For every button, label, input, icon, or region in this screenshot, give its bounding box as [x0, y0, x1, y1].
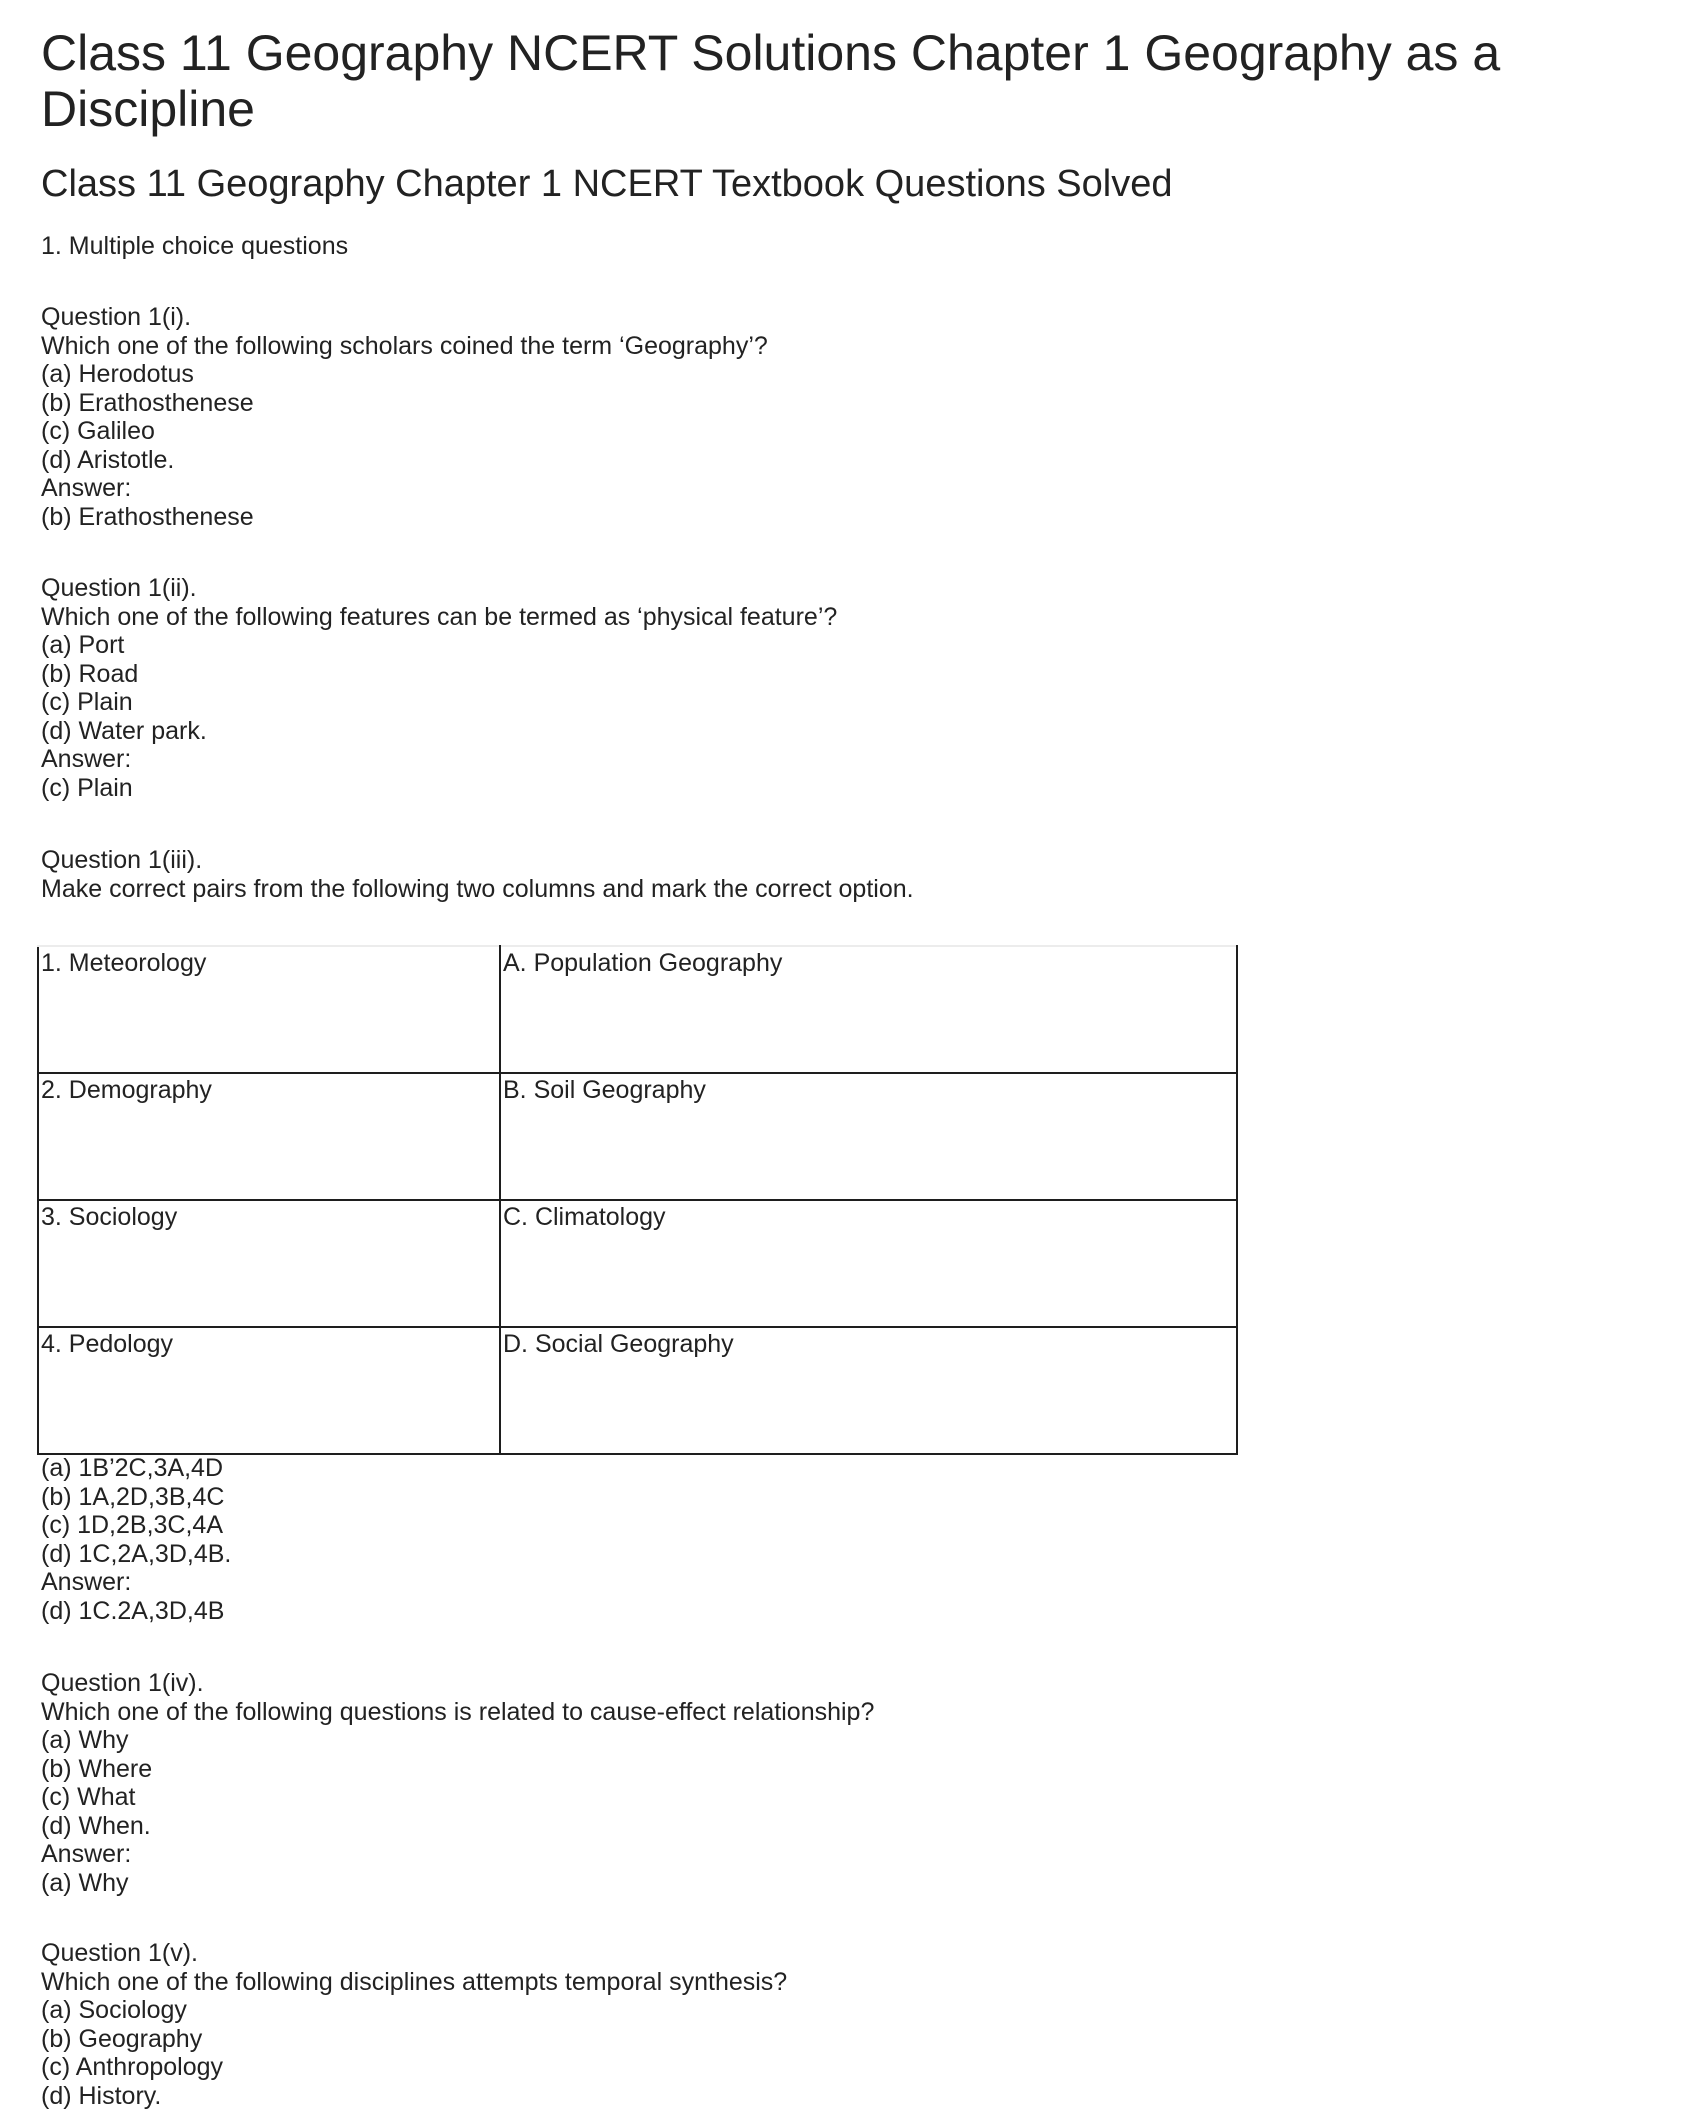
- table-row: [38, 1327, 1237, 1454]
- table-cell-left: 1. Meteorology: [38, 946, 500, 1073]
- option-a: (a) Port: [41, 631, 125, 659]
- option-b: (b) Where: [41, 1754, 153, 1783]
- table-cell-left: 3. Sociology: [38, 1200, 500, 1327]
- question-text: Which one of the following scholars coined the term ‘Geography’?: [41, 331, 768, 360]
- answer-label: Answer:: [41, 1840, 132, 1868]
- answer-label: Answer:: [41, 1568, 132, 1596]
- option-c: (c) Anthropology: [41, 2053, 224, 2081]
- table-cell-right: D. Social Geography: [500, 1327, 1237, 1454]
- option-b: (b) 1A,2D,3B,4C: [41, 1482, 225, 1511]
- option-d: (d) Aristotle.: [41, 445, 175, 474]
- question-text: Which one of the following features can be termed as ‘physical feature’?: [41, 602, 838, 631]
- page-title: Class 11 Geography NCERT Solutions Chapter 1 Geography as a Discipline: [41, 25, 1501, 137]
- answer-label: Answer:: [41, 474, 132, 502]
- question-text: Which one of the following questions is related to cause-effect relationship?: [41, 1697, 875, 1726]
- question-text: Which one of the following disciplines attempts temporal synthesis?: [41, 1967, 788, 1996]
- question-label: Question 1(iii).: [41, 846, 203, 874]
- answer-text: (a) Why: [41, 1868, 129, 1897]
- table-cell-left: 2. Demography: [38, 1073, 500, 1200]
- answer-text: (d) 1C.2A,3D,4B: [41, 1596, 225, 1625]
- option-d: (d) 1C,2A,3D,4B.: [41, 1539, 232, 1568]
- option-c: (c) Plain: [41, 688, 133, 716]
- question-text: Make correct pairs from the following two columns and mark the correct option.: [41, 874, 914, 903]
- answer-text: (c) Plain: [41, 773, 133, 802]
- question-block-3: [41, 846, 914, 903]
- question-label: Question 1(v).: [41, 1939, 199, 1967]
- question-block-4: [41, 1669, 874, 1897]
- matching-table: [37, 945, 1238, 1455]
- table-row: [38, 1200, 1237, 1327]
- option-b: (b) Geography: [41, 2024, 203, 2053]
- question-block-1: [41, 303, 768, 531]
- option-c: (c) Galileo: [41, 417, 155, 445]
- option-c: (c) 1D,2B,3C,4A: [41, 1511, 224, 1539]
- question-label: Question 1(iv).: [41, 1669, 204, 1697]
- option-a: (a) 1B’2C,3A,4D: [41, 1454, 224, 1482]
- option-d: (d) Water park.: [41, 716, 207, 745]
- option-c: (c) What: [41, 1783, 136, 1811]
- option-b: (b) Road: [41, 659, 139, 688]
- question-block-2: [41, 574, 837, 802]
- option-b: (b) Erathosthenese: [41, 388, 254, 417]
- table-cell-right: B. Soil Geography: [500, 1073, 1237, 1200]
- question-label: Question 1(ii).: [41, 574, 197, 602]
- option-d: (d) When.: [41, 1811, 151, 1840]
- table-row: [38, 946, 1237, 1073]
- option-a: (a) Sociology: [41, 1996, 187, 2024]
- option-a: (a) Why: [41, 1726, 129, 1754]
- question-block-3-options: [41, 1454, 231, 1625]
- table-cell-right: C. Climatology: [500, 1200, 1237, 1327]
- option-d: (d) History.: [41, 2081, 162, 2110]
- section-heading: 1. Multiple choice questions: [41, 232, 349, 260]
- option-a: (a) Herodotus: [41, 360, 194, 388]
- answer-label: Answer:: [41, 745, 132, 773]
- page-subtitle: Class 11 Geography Chapter 1 NCERT Textbook Questions Solved: [41, 163, 1173, 205]
- table-cell-right: A. Population Geography: [500, 946, 1237, 1073]
- answer-text: (b) Erathosthenese: [41, 502, 254, 531]
- question-block-5: [41, 1939, 787, 2110]
- question-label: Question 1(i).: [41, 303, 192, 331]
- table-cell-left: 4. Pedology: [38, 1327, 500, 1454]
- table-row: [38, 1073, 1237, 1200]
